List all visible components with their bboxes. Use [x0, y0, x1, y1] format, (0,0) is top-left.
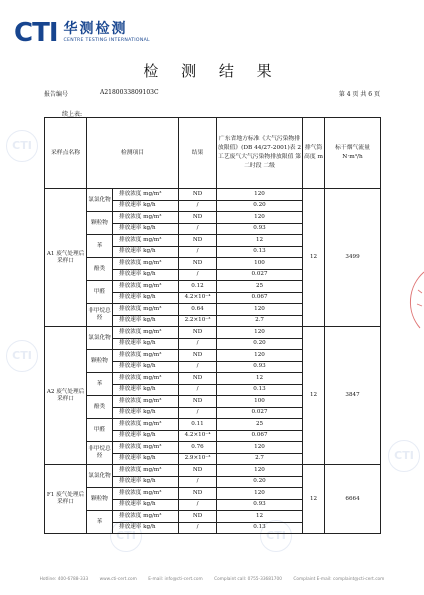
- limit-value: 2.7: [217, 315, 303, 327]
- result-value: 2.2×10⁻³: [179, 315, 217, 327]
- limit-value: 0.93: [217, 499, 303, 511]
- results-table: [44, 117, 381, 534]
- result-value: 0.76: [179, 442, 217, 454]
- result-value: /: [179, 499, 217, 511]
- result-value: ND: [179, 189, 217, 201]
- result-value: 0.12: [179, 281, 217, 293]
- test-item: 排放速率 kg/h: [113, 361, 179, 373]
- footer: [0, 577, 424, 582]
- limit-value: 100: [217, 258, 303, 270]
- result-value: /: [179, 269, 217, 281]
- pollutant-name: 颗粒物: [87, 350, 113, 373]
- page-indicator: 第 4 页 共 6 页: [338, 91, 380, 98]
- result-value: 2.9×10⁻³: [179, 453, 217, 465]
- test-item: 排放浓度 mg/m³: [113, 235, 179, 247]
- header-item: 检测项目: [87, 118, 179, 189]
- test-item: 排放浓度 mg/m³: [113, 212, 179, 224]
- test-item: 排放浓度 mg/m³: [113, 327, 179, 339]
- test-item: 排放速率 kg/h: [113, 453, 179, 465]
- limit-value: 0.13: [217, 522, 303, 534]
- pollutant-name: 酚类: [87, 258, 113, 281]
- limit-value: 0.13: [217, 384, 303, 396]
- result-value: ND: [179, 350, 217, 362]
- result-value: 0.11: [179, 419, 217, 431]
- result-value: /: [179, 246, 217, 258]
- result-value: 4.2×10⁻⁴: [179, 292, 217, 304]
- result-value: ND: [179, 258, 217, 270]
- test-item: 排放速率 kg/h: [113, 315, 179, 327]
- watermark-logo: CTI: [260, 520, 292, 552]
- sampling-point: A2 废气处理后采样口: [45, 327, 87, 465]
- pollutant-name: 氯氯化物: [87, 189, 113, 212]
- watermark-logo: CTI: [388, 440, 420, 472]
- flow-rate: 3847: [325, 327, 381, 465]
- stack-height: 12: [303, 327, 325, 465]
- logo-chinese-name: 华测检测: [63, 21, 128, 37]
- test-item: 排放速率 kg/h: [113, 522, 179, 534]
- footer-hotline: Hotline: 400-6788-333: [39, 577, 89, 582]
- pollutant-name: 苯: [87, 235, 113, 258]
- limit-value: 2.7: [217, 453, 303, 465]
- limit-value: 0.067: [217, 430, 303, 442]
- limit-value: 12: [217, 373, 303, 385]
- watermark-logo: CTI: [6, 340, 38, 372]
- sampling-point: A1 废气处理后采样口: [45, 189, 87, 327]
- limit-value: 100: [217, 396, 303, 408]
- test-item: 排放浓度 mg/m³: [113, 419, 179, 431]
- limit-value: 0.93: [217, 223, 303, 235]
- pollutant-name: 颗粒物: [87, 212, 113, 235]
- header-point: 采样点名称: [45, 118, 87, 189]
- limit-value: 0.027: [217, 407, 303, 419]
- watermark-logo: CTI: [6, 130, 38, 162]
- sampling-point: F1 废气处理后采样口: [45, 465, 87, 534]
- test-item: 排放速率 kg/h: [113, 430, 179, 442]
- logo-english-name: CENTRE TESTING INTERNATIONAL: [63, 38, 150, 43]
- table-row: [45, 465, 381, 477]
- logo-mark: CTI: [14, 18, 58, 48]
- continued-label: 续上表:: [62, 111, 83, 118]
- test-item: 排放速率 kg/h: [113, 269, 179, 281]
- header-stack-height: 排气筒高度 m: [303, 118, 325, 189]
- limit-value: 25: [217, 419, 303, 431]
- test-item: 排放浓度 mg/m³: [113, 511, 179, 523]
- test-item: 排放速率 kg/h: [113, 292, 179, 304]
- limit-value: 0.20: [217, 338, 303, 350]
- pollutant-name: 氯氯化物: [87, 465, 113, 488]
- limit-value: 0.067: [217, 292, 303, 304]
- limit-value: 0.027: [217, 269, 303, 281]
- result-value: /: [179, 223, 217, 235]
- stack-height: 12: [303, 189, 325, 327]
- test-item: 排放浓度 mg/m³: [113, 304, 179, 316]
- result-value: 4.2×10⁻⁴: [179, 430, 217, 442]
- seal-stamp-fragment: [406, 270, 424, 330]
- result-value: ND: [179, 465, 217, 477]
- limit-value: 12: [217, 511, 303, 523]
- test-item: 排放速率 kg/h: [113, 407, 179, 419]
- header-standard: 广东省地方标准《大气污染物排放限值》(DB 44/27-2001)表 2 工艺废气大气污染物排放限值 第二时段 二级: [217, 118, 303, 189]
- header-flow: 标干烟气流量 N·m³/h: [325, 118, 381, 189]
- watermark-logo: CTI: [110, 520, 142, 552]
- result-value: ND: [179, 327, 217, 339]
- report-number: A2180033809103C: [100, 89, 159, 96]
- test-item: 排放速率 kg/h: [113, 200, 179, 212]
- test-item: 排放浓度 mg/m³: [113, 396, 179, 408]
- result-value: /: [179, 361, 217, 373]
- page-title: 检 测 结 果: [143, 62, 281, 80]
- pollutant-name: 颗粒物: [87, 488, 113, 511]
- pollutant-name: 氯氯化物: [87, 327, 113, 350]
- pollutant-name: 甲醛: [87, 281, 113, 304]
- result-value: /: [179, 384, 217, 396]
- pollutant-name: 甲醛: [87, 419, 113, 442]
- footer-complaint-call: Complaint call: 0755-33681700: [214, 577, 282, 582]
- result-value: ND: [179, 511, 217, 523]
- test-item: 排放浓度 mg/m³: [113, 442, 179, 454]
- limit-value: 120: [217, 488, 303, 500]
- limit-value: 25: [217, 281, 303, 293]
- header-result: 结果: [179, 118, 217, 189]
- result-value: /: [179, 200, 217, 212]
- table-header-row: [45, 118, 381, 189]
- limit-value: 12: [217, 235, 303, 247]
- test-item: 排放速率 kg/h: [113, 476, 179, 488]
- result-value: ND: [179, 396, 217, 408]
- test-item: 排放浓度 mg/m³: [113, 281, 179, 293]
- test-item: 排放浓度 mg/m³: [113, 350, 179, 362]
- pollutant-name: 非甲烷总烃: [87, 442, 113, 465]
- limit-value: 120: [217, 327, 303, 339]
- pollutant-name: 酚类: [87, 396, 113, 419]
- result-value: ND: [179, 212, 217, 224]
- test-item: 排放浓度 mg/m³: [113, 465, 179, 477]
- limit-value: 120: [217, 465, 303, 477]
- test-item: 排放速率 kg/h: [113, 246, 179, 258]
- limit-value: 0.20: [217, 200, 303, 212]
- table-row: [45, 189, 381, 201]
- footer-site: www.cti-cert.com: [99, 577, 137, 582]
- limit-value: 120: [217, 189, 303, 201]
- limit-value: 0.20: [217, 476, 303, 488]
- test-item: 排放速率 kg/h: [113, 223, 179, 235]
- test-item: 排放速率 kg/h: [113, 499, 179, 511]
- limit-value: 120: [217, 212, 303, 224]
- test-item: 排放浓度 mg/m³: [113, 373, 179, 385]
- footer-email: E-mail: info@cti-cert.com: [148, 577, 203, 582]
- result-value: /: [179, 338, 217, 350]
- limit-value: 120: [217, 350, 303, 362]
- flow-rate: 3499: [325, 189, 381, 327]
- pollutant-name: 苯: [87, 511, 113, 534]
- test-item: 排放浓度 mg/m³: [113, 258, 179, 270]
- result-value: /: [179, 476, 217, 488]
- limit-value: 120: [217, 442, 303, 454]
- result-value: /: [179, 407, 217, 419]
- report-number-label: 报告编号: [44, 91, 69, 98]
- limit-value: 0.13: [217, 246, 303, 258]
- result-value: ND: [179, 488, 217, 500]
- pollutant-name: 非甲烷总烃: [87, 304, 113, 327]
- test-item: 排放浓度 mg/m³: [113, 488, 179, 500]
- result-value: ND: [179, 235, 217, 247]
- limit-value: 120: [217, 304, 303, 316]
- pollutant-name: 苯: [87, 373, 113, 396]
- flow-rate: 6664: [325, 465, 381, 534]
- company-logo: [14, 18, 150, 48]
- test-item: 排放速率 kg/h: [113, 384, 179, 396]
- result-value: 0.64: [179, 304, 217, 316]
- footer-complaint-email: Complaint E-mail: complaint@cti-cert.com: [293, 577, 385, 582]
- limit-value: 0.93: [217, 361, 303, 373]
- stack-height: 12: [303, 465, 325, 534]
- table-row: [45, 327, 381, 339]
- result-value: ND: [179, 373, 217, 385]
- result-value: /: [179, 522, 217, 534]
- test-item: 排放浓度 mg/m³: [113, 189, 179, 201]
- test-item: 排放速率 kg/h: [113, 338, 179, 350]
